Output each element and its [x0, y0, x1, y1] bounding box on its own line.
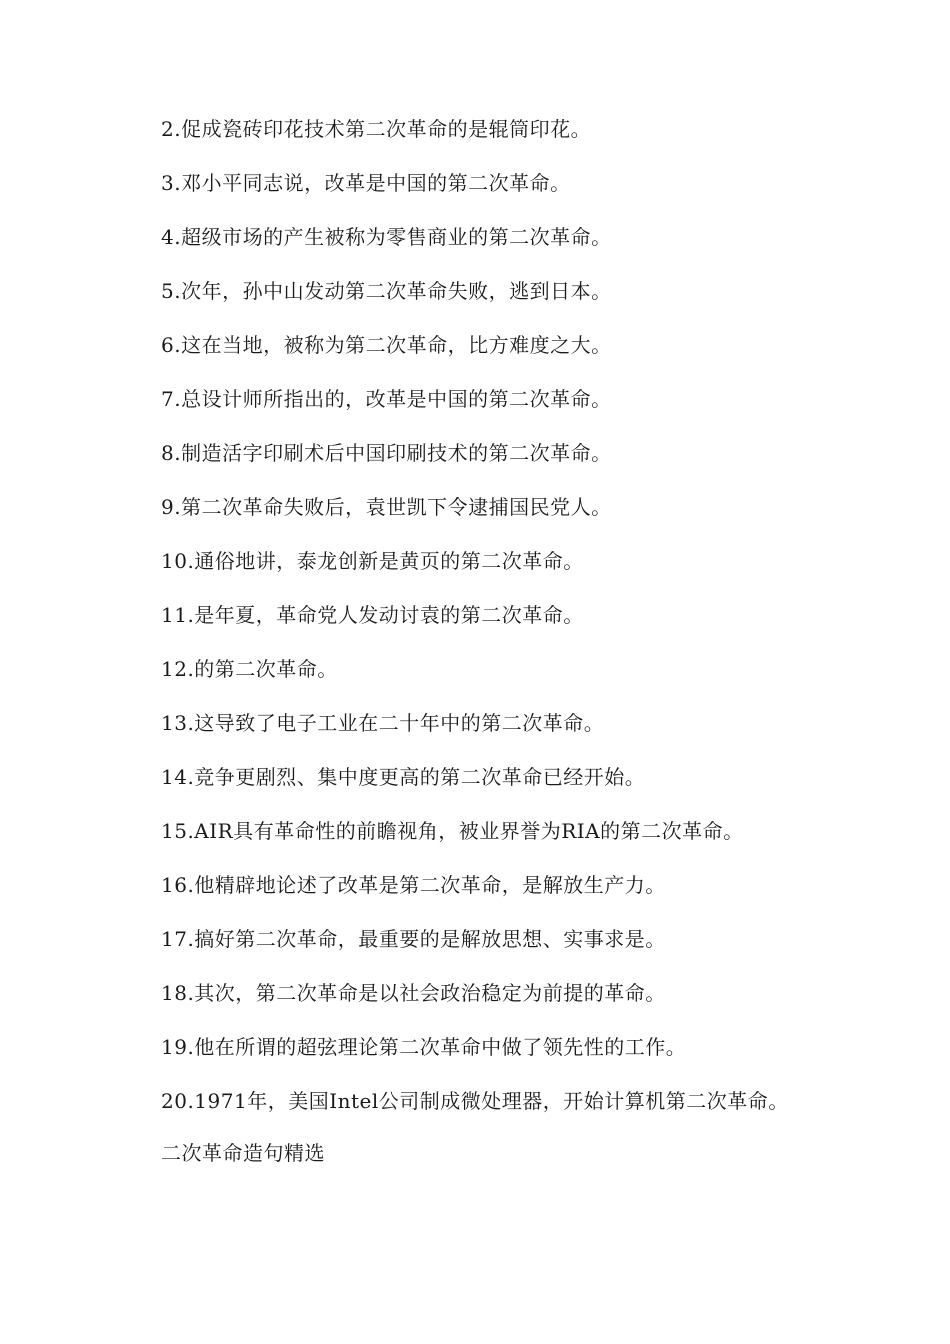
- sentence-item: 18.其次，第二次革命是以社会政治稳定为前提的革命。: [161, 981, 666, 1005]
- sentence-item: 19.他在所谓的超弦理论第二次革命中做了领先性的工作。: [161, 1035, 687, 1059]
- sentence-item: 4.超级市场的产生被称为零售商业的第二次革命。: [161, 225, 612, 249]
- section-heading: 二次革命造句精选: [161, 1141, 325, 1165]
- sentence-item: 14.竞争更剧烈、集中度更高的第二次革命已经开始。: [161, 765, 646, 789]
- sentence-item: 15.AIR具有革命性的前瞻视角，被业界誉为RIA的第二次革命。: [161, 819, 744, 843]
- sentence-item: 17.搞好第二次革命，最重要的是解放思想、实事求是。: [161, 927, 666, 951]
- sentence-item: 5.次年，孙中山发动第二次革命失败，逃到日本。: [161, 279, 612, 303]
- sentence-item: 16.他精辟地论述了改革是第二次革命，是解放生产力。: [161, 873, 666, 897]
- sentence-item: 2.促成瓷砖印花技术第二次革命的是辊筒印花。: [161, 117, 592, 141]
- sentence-item: 8.制造活字印刷术后中国印刷技术的第二次革命。: [161, 441, 612, 465]
- document-body: [116, 111, 816, 1171]
- sentence-item: 13.这导致了电子工业在二十年中的第二次革命。: [161, 711, 605, 735]
- sentence-item: 7.总设计师所指出的，改革是中国的第二次革命。: [161, 387, 612, 411]
- sentence-item: 9.第二次革命失败后，袁世凯下令逮捕国民党人。: [161, 495, 612, 519]
- sentence-item: 20.1971年，美国Intel公司制成微处理器，开始计算机第二次革命。: [161, 1089, 789, 1113]
- sentence-item: 10.通俗地讲，泰龙创新是黄页的第二次革命。: [161, 549, 584, 573]
- sentence-item: 12.的第二次革命。: [161, 657, 338, 681]
- sentence-item: 11.是年夏，革命党人发动讨袁的第二次革命。: [161, 603, 584, 627]
- sentence-item: 6.这在当地，被称为第二次革命，比方难度之大。: [161, 333, 612, 357]
- sentence-item: 3.邓小平同志说，改革是中国的第二次革命。: [161, 171, 571, 195]
